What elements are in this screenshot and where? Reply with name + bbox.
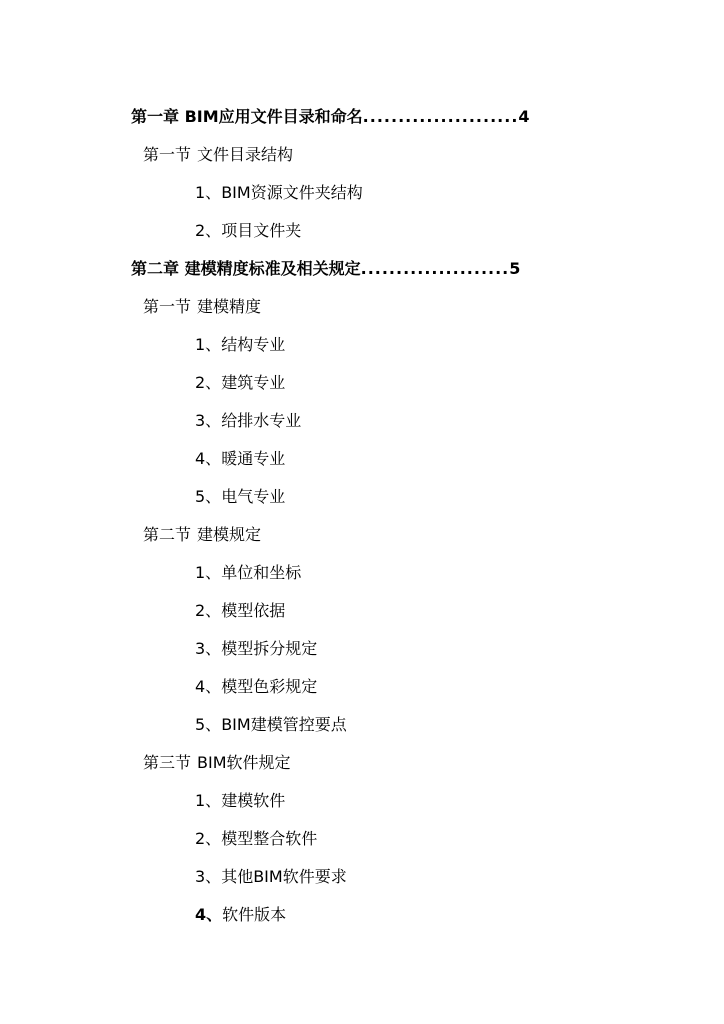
item-title: 电气专业: [221, 487, 286, 506]
toc-section-1-1[interactable]: [0, 136, 724, 174]
section-number: 第三节: [143, 753, 192, 772]
item-title: 结构专业: [221, 335, 286, 354]
toc-item[interactable]: [0, 630, 724, 668]
chapter-number: 第二章: [131, 259, 180, 278]
item-number: 1、: [195, 183, 222, 202]
chapter-title: 建模精度标准及相关规定: [184, 259, 361, 278]
item-number: 2、: [195, 829, 222, 848]
toc-chapter-2[interactable]: [0, 250, 724, 288]
item-title: 项目文件夹: [221, 221, 302, 240]
toc-item[interactable]: [0, 174, 724, 212]
toc-item[interactable]: [0, 820, 724, 858]
page-number: 4: [518, 107, 530, 126]
item-number: 5、: [195, 487, 222, 506]
section-title: 建模规定: [197, 525, 262, 544]
item-title: 给排水专业: [221, 411, 302, 430]
toc-item[interactable]: [0, 592, 724, 630]
table-of-contents: [0, 98, 724, 934]
toc-chapter-1[interactable]: [0, 98, 724, 136]
chapter-title: BIM应用文件目录和命名: [184, 107, 363, 126]
item-number: 3、: [195, 867, 222, 886]
toc-item[interactable]: [0, 554, 724, 592]
toc-item[interactable]: [0, 402, 724, 440]
chapter-number: 第一章: [131, 107, 180, 126]
item-title: 模型拆分规定: [221, 639, 318, 658]
item-number: 2、: [195, 601, 222, 620]
toc-item[interactable]: [0, 212, 724, 250]
item-title: BIM建模管控要点: [221, 715, 347, 734]
section-title: 建模精度: [197, 297, 262, 316]
page-number: 5: [509, 259, 521, 278]
item-number: 2、: [195, 373, 222, 392]
item-title: 暖通专业: [221, 449, 286, 468]
item-title: 模型整合软件: [221, 829, 318, 848]
dot-leader: .....................: [360, 259, 510, 278]
item-title: 模型色彩规定: [221, 677, 318, 696]
item-number: 1、: [195, 563, 222, 582]
toc-item[interactable]: [0, 782, 724, 820]
toc-section-2-1[interactable]: [0, 288, 724, 326]
item-title: BIM资源文件夹结构: [221, 183, 363, 202]
item-number: 4、: [195, 677, 222, 696]
toc-item[interactable]: [0, 440, 724, 478]
toc-section-2-2[interactable]: [0, 516, 724, 554]
toc-item[interactable]: [0, 896, 724, 934]
toc-item[interactable]: [0, 858, 724, 896]
toc-item[interactable]: [0, 706, 724, 744]
item-title: 模型依据: [221, 601, 286, 620]
item-number: 1、: [195, 791, 222, 810]
item-title: 单位和坐标: [221, 563, 302, 582]
section-title: 文件目录结构: [197, 145, 294, 164]
item-number: 3、: [195, 411, 222, 430]
item-title: 建模软件: [221, 791, 286, 810]
item-number: 4、: [195, 449, 222, 468]
item-number: 3、: [195, 639, 222, 658]
item-number: 4、: [195, 905, 223, 924]
toc-section-2-3[interactable]: [0, 744, 724, 782]
toc-item[interactable]: [0, 364, 724, 402]
item-title: 建筑专业: [221, 373, 286, 392]
dot-leader: ......................: [362, 107, 519, 126]
section-title: BIM软件规定: [197, 753, 291, 772]
item-title: 软件版本: [222, 905, 287, 924]
toc-item[interactable]: [0, 668, 724, 706]
item-title: 其他BIM软件要求: [221, 867, 347, 886]
item-number: 5、: [195, 715, 222, 734]
toc-item[interactable]: [0, 478, 724, 516]
section-number: 第一节: [143, 297, 192, 316]
section-number: 第一节: [143, 145, 192, 164]
section-number: 第二节: [143, 525, 192, 544]
item-number: 2、: [195, 221, 222, 240]
item-number: 1、: [195, 335, 222, 354]
toc-item[interactable]: [0, 326, 724, 364]
